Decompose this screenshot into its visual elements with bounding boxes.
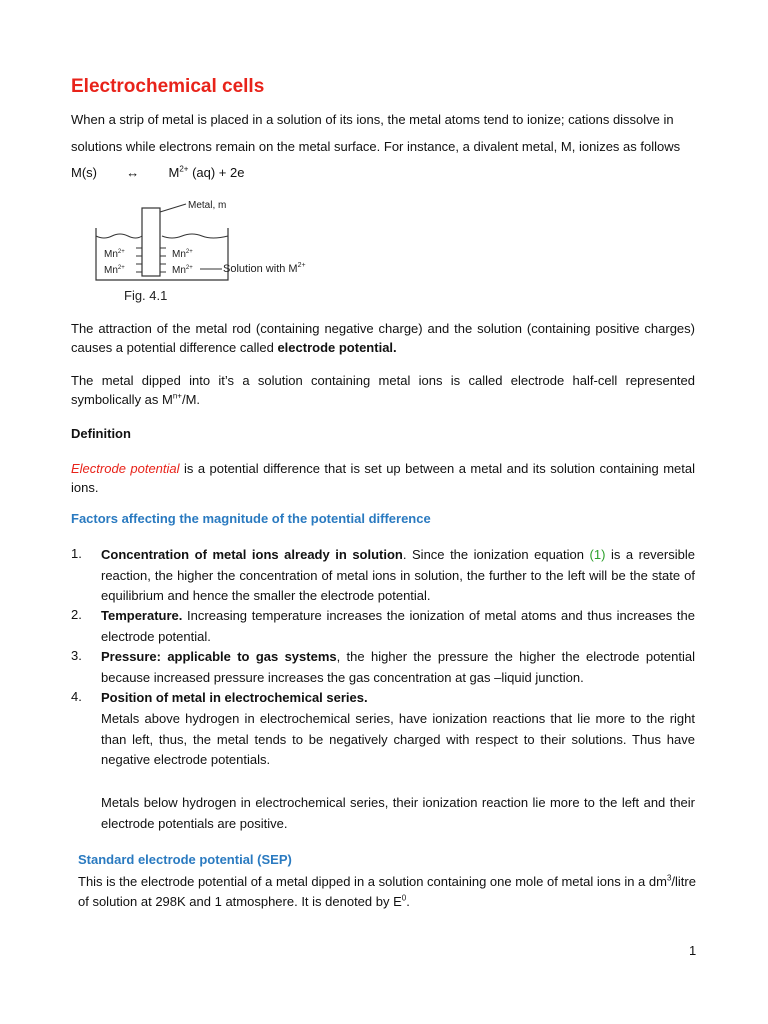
list-item-temperature: Temperature. Increasing temperature increases the ionization of metal atoms and thus increases the electrode potential. [101, 608, 695, 644]
intro-line-2: solutions while electrons remain on the metal surface. For instance, a divalent metal, M, ionizes as follows [71, 139, 681, 154]
solution-label: Solution with $M^{2+}$ [223, 262, 306, 275]
ion-label-left-1: $Mn^{2+}$ [104, 249, 125, 260]
page-title: Electrochemical cells [71, 76, 265, 97]
page-number: 1 [689, 943, 697, 958]
factors-heading: Factors affecting the magnitude of the potential difference [71, 511, 431, 526]
definition-heading: Definition [71, 426, 131, 441]
equation-arrow: ↔ [126, 165, 140, 180]
sep-heading: Standard electrode potential (SEP) [78, 852, 292, 867]
list-item-pressure: Pressure: applicable to gas systems, the higher the pressure the higher the electrode potential because increased pressure increases the gas concentration at gas –liquid junction. [101, 649, 695, 685]
equation-right: $M^{2+}$ (aq) + 2e [168, 164, 245, 180]
ion-label-right-1: $Mn^{2+}$ [172, 249, 193, 260]
figure-caption: Fig. 4.1 [124, 288, 168, 303]
metal-rod [142, 208, 160, 276]
list-item-position [101, 688, 695, 709]
paragraph-half-cell: The metal dipped into it’s a solution containing metal ions is called electrode half-cell represented symbolically as $M^{n+}/M$. [71, 373, 695, 407]
ion-label-left-2: $Mn^{2+}$ [104, 265, 125, 276]
list-number-4: 4. [71, 689, 82, 704]
list-item-position-above: Metals above hydrogen in electrochemical series, have ionization reactions that lie more to the right than left, thus, the metal tends to be negatively charged with respect to their solutions. Thus have negative electrode potentials. [101, 711, 695, 767]
equation-left: M(s) [71, 165, 97, 180]
intro-line-1: When a strip of metal is placed in a solution of its ions, the metal atoms tend to ionize; cations dissolve in [71, 112, 674, 127]
list-item-position-below: Metals below hydrogen in electrochemical series, their ionization reaction lie more to the left and their electrode potentials are positive. [101, 795, 695, 831]
list-item-position-title: Position of metal in electrochemical series. [101, 690, 368, 705]
sep-line-1: This is the electrode potential of a metal dipped in a solution containing one mole of metal ions in a $dm^3$/litre [78, 873, 696, 889]
metal-label: Metal, m [188, 200, 227, 211]
list-number-3: 3. [71, 648, 82, 663]
paragraph-attraction: The attraction of the metal rod (containing negative charge) and the solution (containing positive charges) causes a potential difference called electrode potential. [71, 321, 695, 355]
list-number-2: 2. [71, 607, 82, 622]
definition-text: Electrode potential is a potential difference that is set up between a metal and its solution containing metal ions. [71, 461, 695, 495]
ion-label-right-2: $Mn^{2+}$ [172, 265, 193, 276]
list-item-concentration: Concentration of metal ions already in solution. Since the ionization equation (1) is a reversible reaction, the higher the concentration of metal ions in solution, the further to the left will be the state of equilibrium and hence the smaller the electrode potential. [101, 547, 695, 603]
list-number-1: 1. [71, 546, 82, 561]
sep-line-2: of solution at 298K and 1 atmosphere. It is denoted by $E^0$. [78, 893, 410, 909]
figure-4-1 [92, 196, 332, 306]
ionization-equation [71, 165, 244, 180]
